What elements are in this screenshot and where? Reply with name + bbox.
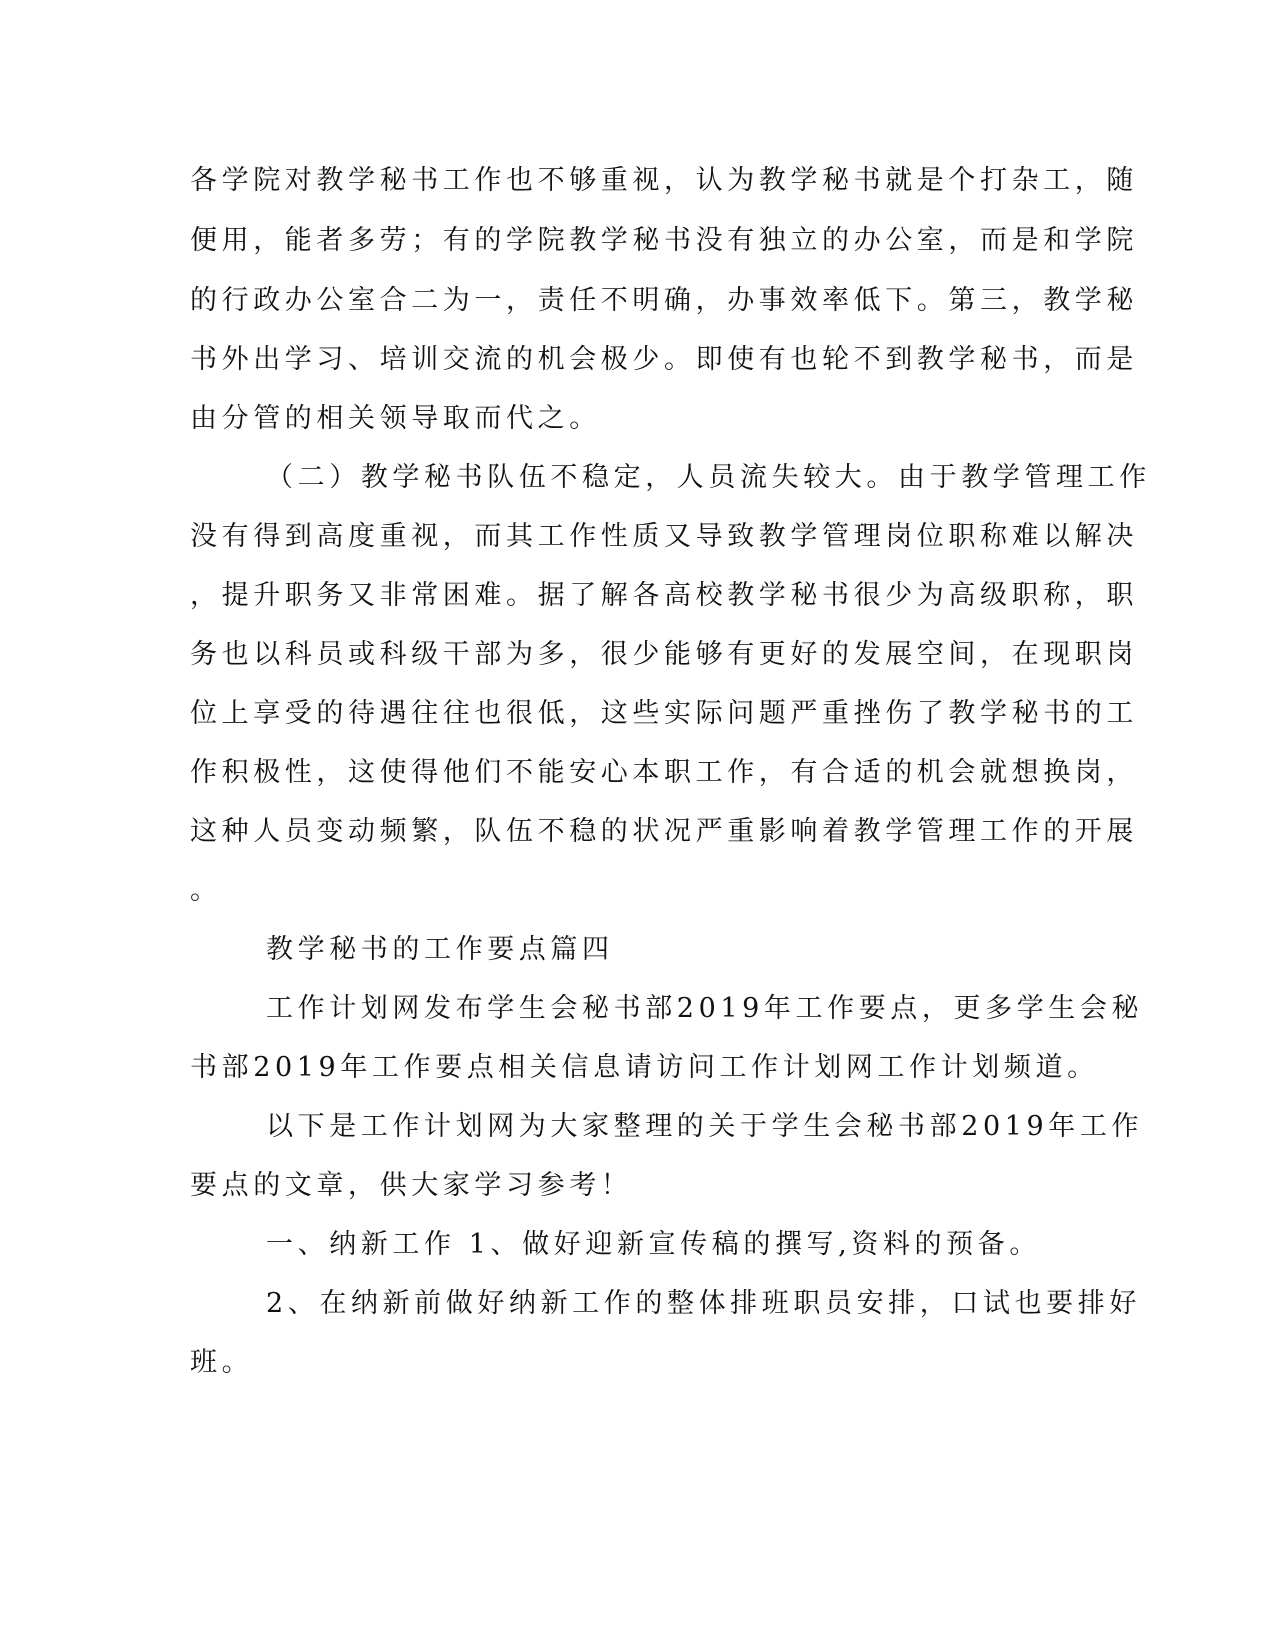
text-line: 务也以科员或科级干部为多，很少能够有更好的发展空间，在现职岗 <box>190 639 1138 670</box>
text-line: 班。 <box>190 1347 254 1378</box>
paragraph-start-line: 工作计划网发布学生会秘书部2019年工作要点，更多学生会秘 <box>266 993 1144 1024</box>
paragraph-start-line: 一、纳新工作 1、做好迎新宣传稿的撰写,资料的预备。 <box>266 1229 1041 1260</box>
text-line: 作积极性，这使得他们不能安心本职工作，有合适的机会就想换岗， <box>190 757 1138 788</box>
paragraph-start-line: 2、在纳新前做好纳新工作的整体排班职员安排，口试也要排好 <box>266 1288 1141 1319</box>
text-line: 要点的文章，供大家学习参考！ <box>190 1170 633 1201</box>
text-line: 书外出学习、培训交流的机会极少。即使有也轮不到教学秘书，而是 <box>190 344 1138 375</box>
text-line: 由分管的相关领导取而代之。 <box>190 403 601 434</box>
text-line: ，提升职务又非常困难。据了解各高校教学秘书很少为高级职称，职 <box>190 580 1138 611</box>
text-line: 各学院对教学秘书工作也不够重视，认为教学秘书就是个打杂工，随 <box>190 165 1138 196</box>
text-line: 没有得到高度重视，而其工作性质又导致教学管理岗位职称难以解决 <box>190 521 1138 552</box>
text-line: 的行政办公室合二为一，责任不明确，办事效率低下。第三，教学秘 <box>190 285 1138 316</box>
text-line: 这种人员变动频繁，队伍不稳的状况严重影响着教学管理工作的开展 <box>190 816 1138 847</box>
text-line: 书部2019年工作要点相关信息请访问工作计划网工作计划频道。 <box>190 1052 1099 1083</box>
paragraph-start-line: 以下是工作计划网为大家整理的关于学生会秘书部2019年工作 <box>266 1111 1144 1142</box>
paragraph-start-line: （二）教学秘书队伍不稳定，人员流失较大。由于教学管理工作 <box>266 462 1151 493</box>
text-line: 。 <box>190 875 222 906</box>
text-line: 位上享受的待遇往往也很低，这些实际问题严重挫伤了教学秘书的工 <box>190 698 1138 729</box>
section-heading: 教学秘书的工作要点篇四 <box>266 934 614 965</box>
text-line: 便用，能者多劳；有的学院教学秘书没有独立的办公室，而是和学院 <box>190 225 1138 256</box>
